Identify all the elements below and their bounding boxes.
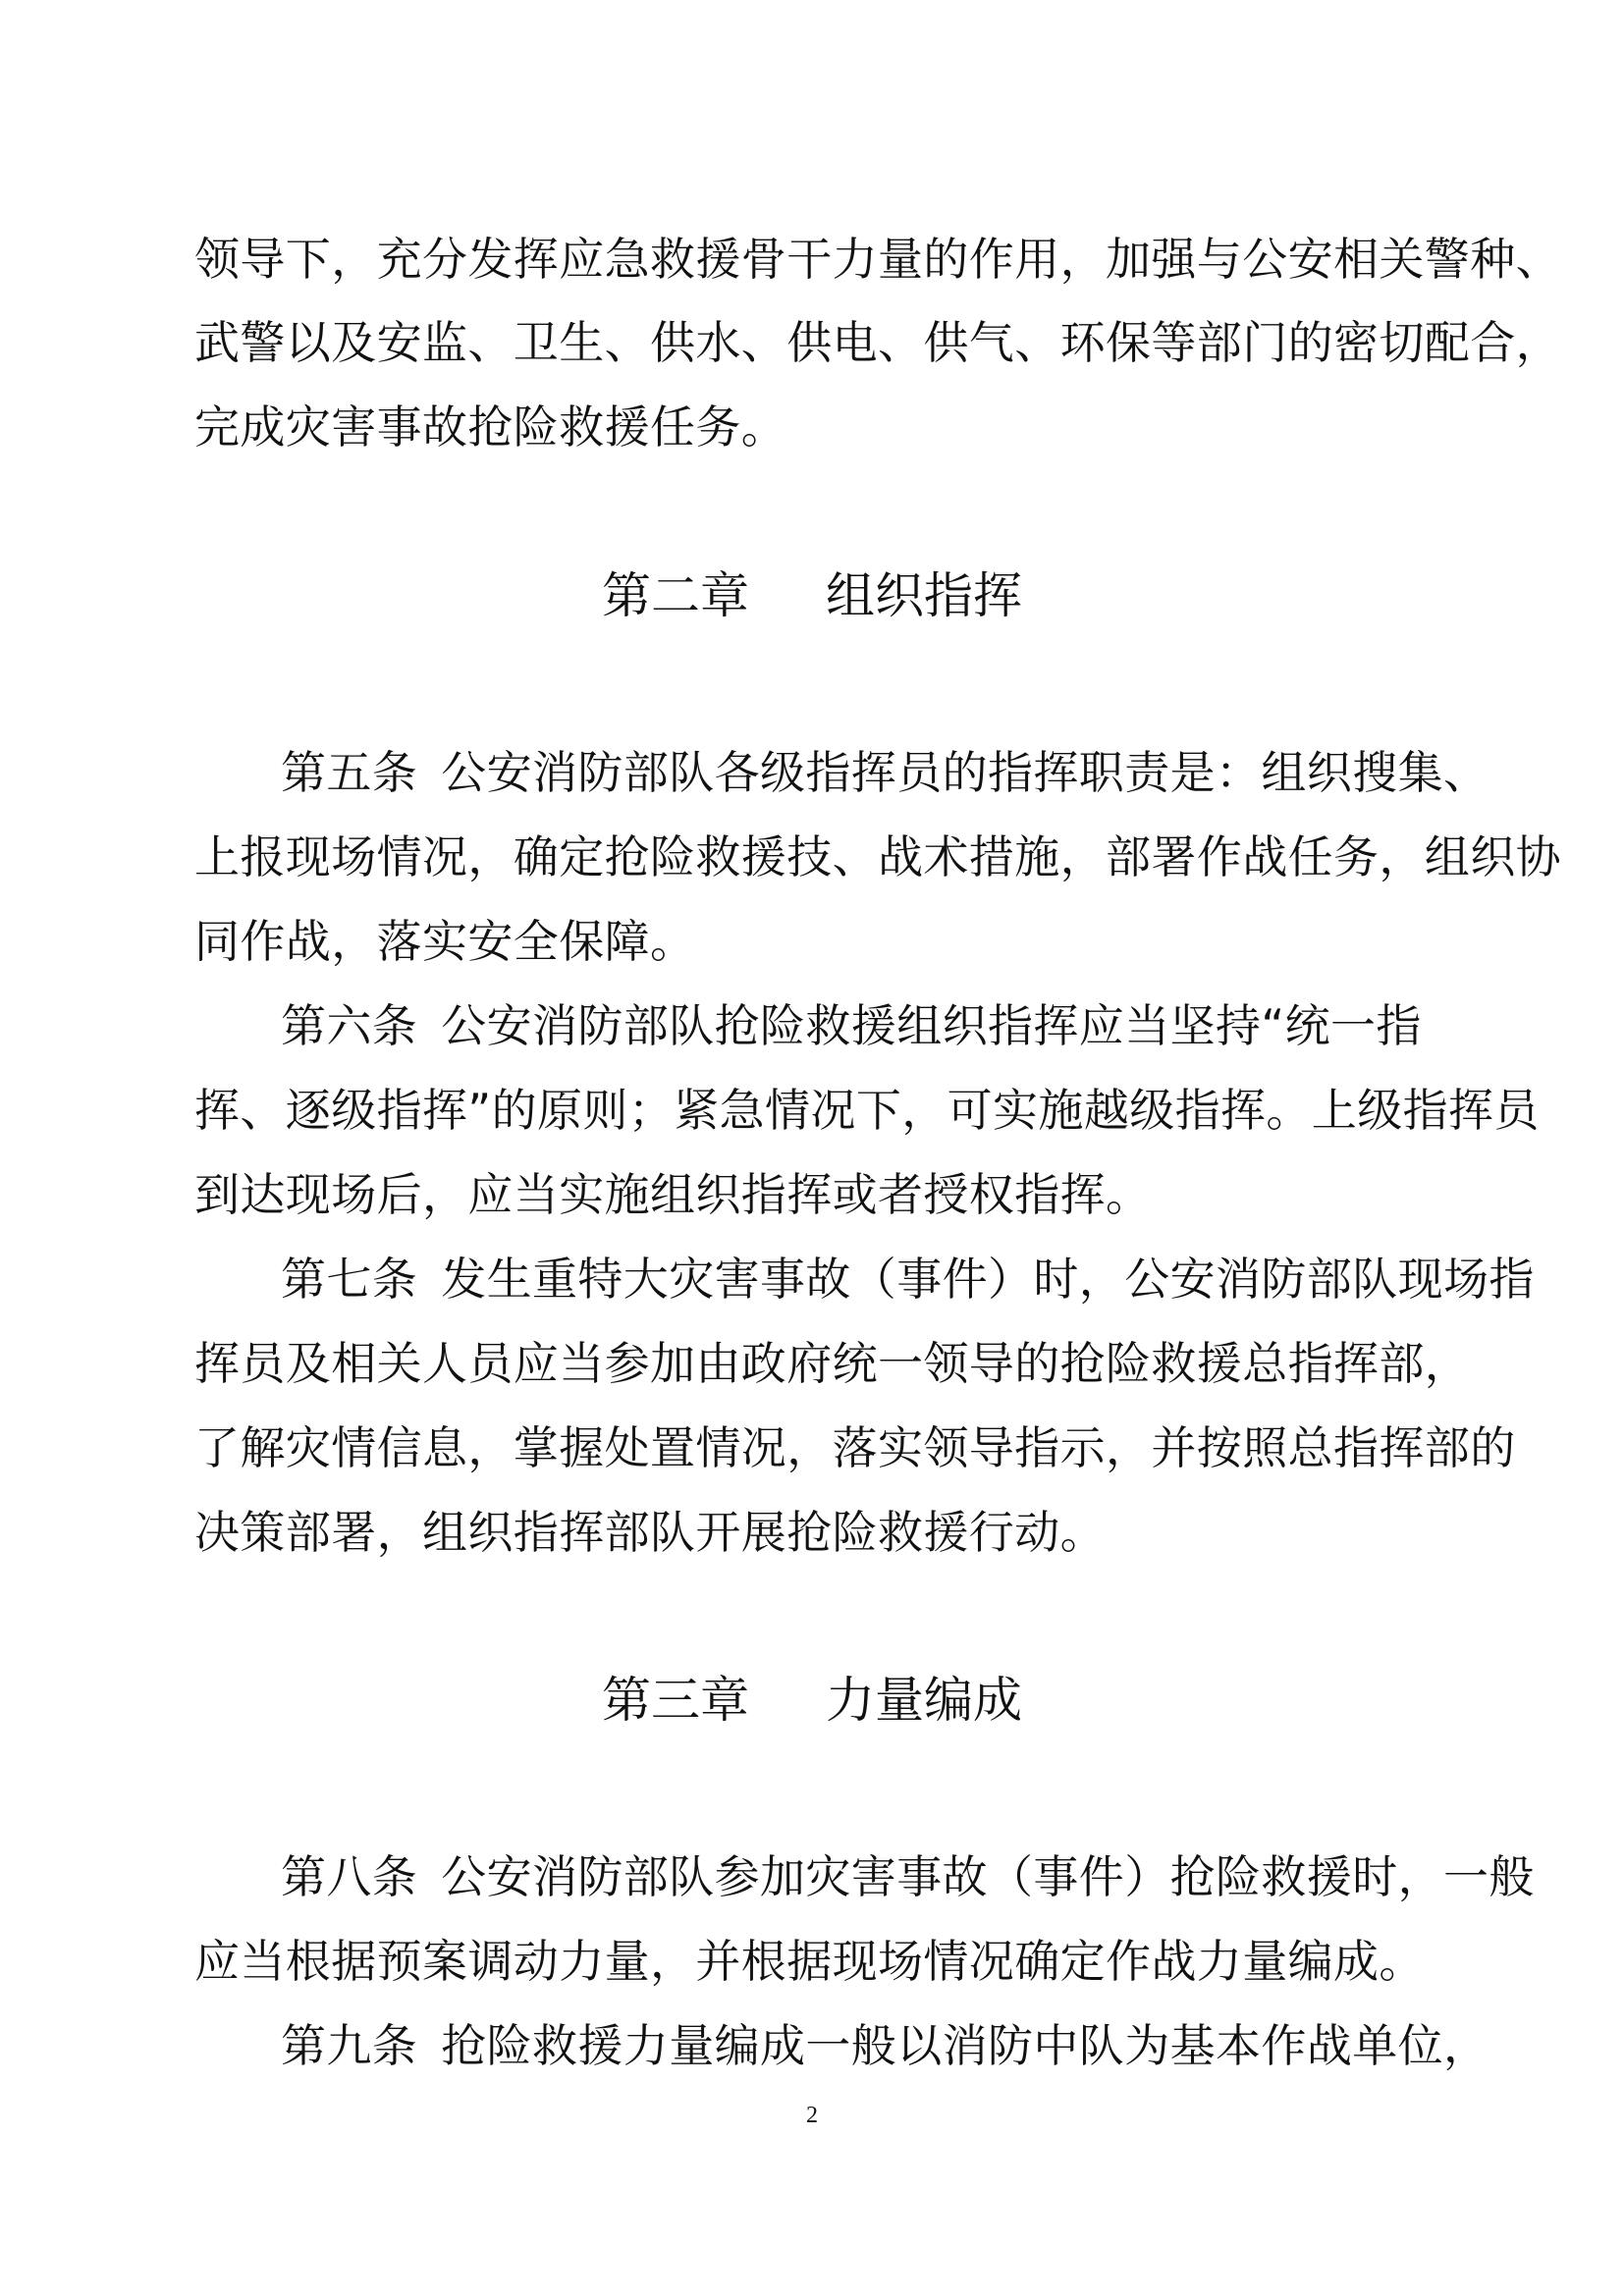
paragraph-line: 武警以及安监、卫生、供水、供电、供气、环保等部门的密切配合，	[194, 316, 1561, 369]
article-text: 抢险救援力量编成一般以消防中队为基本作战单位，	[441, 2019, 1489, 2072]
chapter-number: 第三章	[602, 1672, 749, 1729]
paragraph-line: 到达现场后，应当实施组织指挥或者授权指挥。	[194, 1168, 1152, 1221]
paragraph-line: 领导下，充分发挥应急救援骨干力量的作用，加强与公安相关警种、	[194, 233, 1561, 286]
article-label: 第八条	[281, 1850, 418, 1903]
article-text: 公安消防部队参加灾害事故（事件）抢险救援时，一般	[441, 1850, 1535, 1903]
paragraph-line: 挥、逐级指挥”的原则；紧急情况下，可实施越级指挥。上级指挥员	[194, 1084, 1540, 1137]
article-text: 发生重特大灾害事故（事件）时，公安消防部队现场指	[441, 1253, 1535, 1306]
chapter-number: 第二章	[602, 567, 749, 624]
page-number: 2	[806, 2103, 818, 2128]
article-first-line	[281, 1847, 1535, 1906]
article-label: 第五条	[281, 746, 418, 799]
paragraph-line: 了解灾情信息，掌握处置情况，落实领导指示，并按照总指挥部的	[194, 1421, 1516, 1474]
article-first-line	[281, 2016, 1489, 2075]
paragraph-line: 应当根据预案调动力量，并根据现场情况确定作战力量编成。	[194, 1935, 1425, 1988]
article-label: 第七条	[281, 1253, 418, 1306]
article-first-line	[281, 996, 1422, 1055]
article-first-line	[281, 1250, 1535, 1308]
paragraph-line: 同作战，落实安全保障。	[194, 915, 696, 968]
chapter-title: 力量编成	[826, 1672, 1022, 1729]
article-text: 公安消防部队各级指挥员的指挥职责是：组织搜集、	[441, 746, 1489, 799]
paragraph-line: 上报现场情况，确定抢险救援技、战术措施，部署作战任务，组织协	[194, 830, 1561, 883]
article-first-line	[281, 743, 1489, 802]
chapter-heading	[0, 1669, 1624, 1732]
article-label: 第九条	[281, 2019, 418, 2072]
article-label: 第六条	[281, 999, 418, 1052]
chapter-title: 组织指挥	[826, 567, 1022, 624]
paragraph-line: 决策部署，组织指挥部队开展抢险救援行动。	[194, 1506, 1106, 1559]
paragraph-line: 完成灾害事故抢险救援任务。	[194, 400, 787, 454]
paragraph-line: 挥员及相关人员应当参加由政府统一领导的抢险救援总指挥部，	[194, 1337, 1471, 1390]
chapter-heading	[0, 564, 1624, 627]
article-text: 公安消防部队抢险救援组织指挥应当坚持“统一指	[441, 999, 1422, 1052]
